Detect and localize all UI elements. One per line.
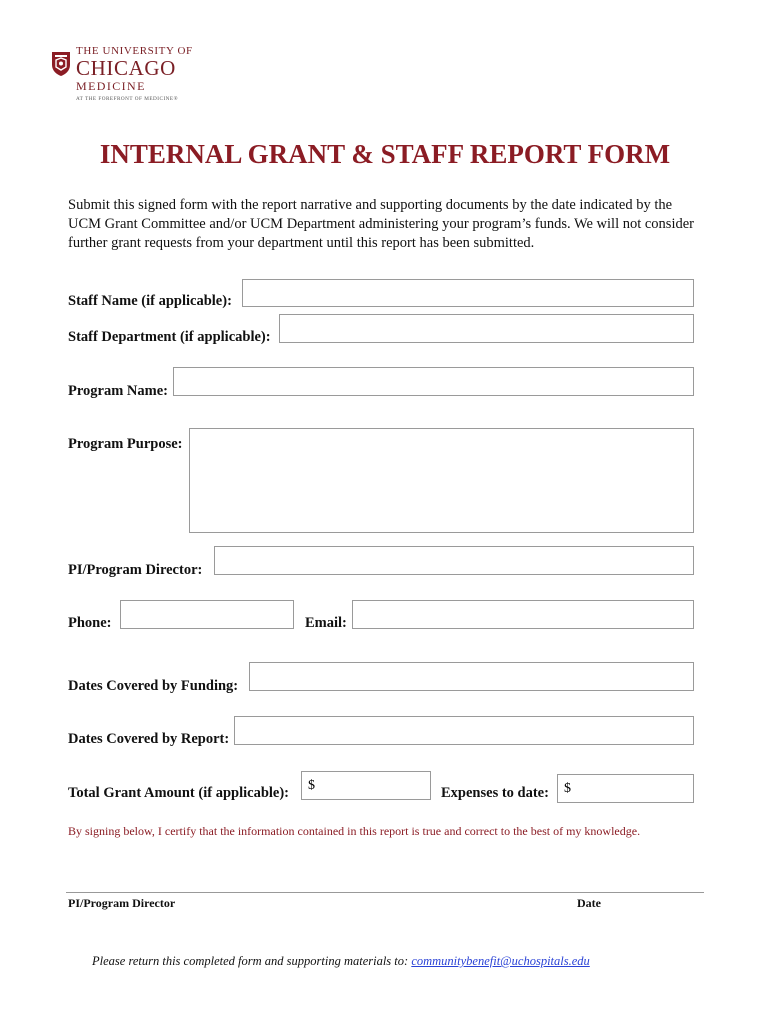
dates-funding-label: Dates Covered by Funding: — [68, 678, 239, 694]
expenses-field[interactable] — [557, 774, 694, 803]
university-crest-icon — [51, 51, 71, 77]
footer-note — [92, 954, 590, 969]
program-name-label: Program Name: — [68, 383, 168, 399]
signature-line[interactable] — [66, 892, 704, 893]
signature-date-label: Date — [577, 896, 601, 910]
university-logo — [76, 46, 193, 102]
pi-director-label: PI/Program Director: — [68, 562, 203, 578]
email-field[interactable] — [352, 600, 694, 629]
total-grant-field[interactable] — [301, 771, 431, 800]
phone-label: Phone: — [68, 615, 112, 631]
certification-statement: By signing below, I certify that the information contained in this report is true and correct to the best of my knowledge. — [68, 824, 641, 838]
pi-director-field[interactable] — [214, 546, 694, 575]
footer-email-link[interactable]: communitybenefit@uchospitals.edu — [411, 954, 590, 968]
staff-department-label: Staff Department (if applicable): — [68, 329, 271, 345]
form-title: INTERNAL GRANT & STAFF REPORT FORM — [99, 139, 671, 169]
total-grant-label: Total Grant Amount (if applicable): — [68, 785, 290, 801]
staff-department-field[interactable] — [279, 314, 694, 343]
dates-report-field[interactable] — [234, 716, 694, 745]
logo-line-university: THE UNIVERSITY OF — [76, 45, 193, 57]
expenses-label: Expenses to date: — [441, 785, 549, 801]
email-label: Email: — [305, 615, 347, 631]
program-purpose-label: Program Purpose: — [68, 436, 183, 452]
dates-report-label: Dates Covered by Report: — [68, 731, 230, 747]
logo-tagline: AT THE FOREFRONT OF MEDICINE® — [76, 96, 179, 102]
phone-field[interactable] — [120, 600, 294, 629]
footer-text: Please return this completed form and supporting materials to: — [92, 954, 412, 968]
signature-director-label: PI/Program Director — [68, 896, 176, 910]
dates-funding-field[interactable] — [249, 662, 694, 691]
program-name-field[interactable] — [173, 367, 694, 396]
staff-name-label: Staff Name (if applicable): — [68, 293, 232, 309]
logo-line-medicine: MEDICINE — [76, 79, 146, 93]
intro-paragraph: Submit this signed form with the report narrative and supporting documents by the date indicated by the UCM Grant Committee and/or UCM Department administering your program’s funds. We will not consider further grant requests from your department until this report has been submitted. — [68, 197, 694, 251]
program-purpose-field[interactable] — [189, 428, 694, 533]
staff-name-field[interactable] — [242, 279, 694, 307]
logo-line-chicago: CHICAGO — [76, 56, 176, 80]
